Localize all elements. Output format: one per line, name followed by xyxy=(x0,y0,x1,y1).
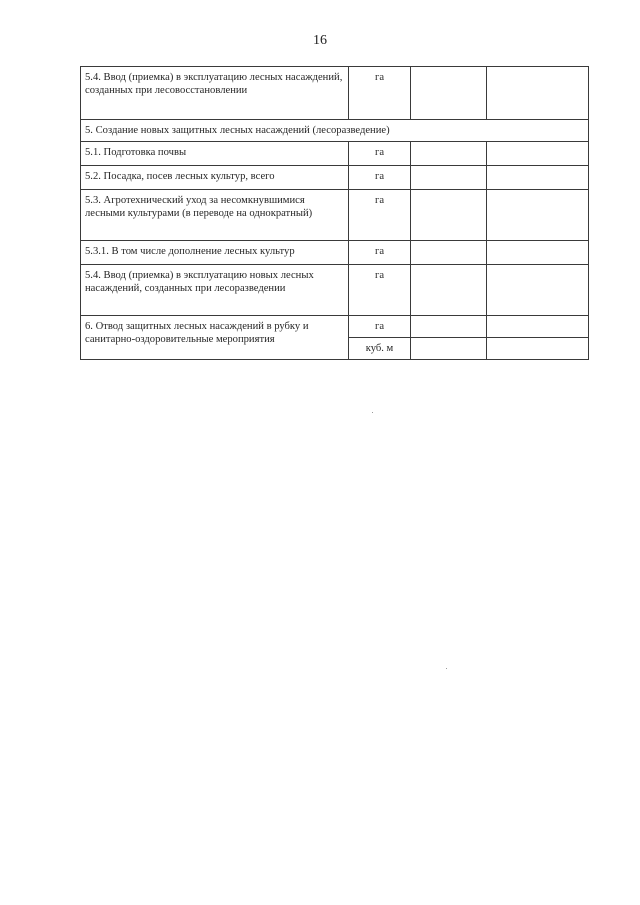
row-label: 5.2. Посадка, посев лесных культур, всего xyxy=(81,166,349,190)
row-unit: га xyxy=(349,241,411,265)
row-value-cell xyxy=(411,142,487,166)
row-unit: га xyxy=(349,316,411,338)
row-label: 5.4. Ввод (приемка) в эксплуатацию новых лесных насаждений, созданных при лесоразведении xyxy=(81,265,349,316)
row-label: 5.1. Подготовка почвы xyxy=(81,142,349,166)
row-value-cell xyxy=(411,166,487,190)
row-value-cell xyxy=(411,67,487,120)
row-label: 5.3. Агротехнический уход за несомкнувшимися лесными культурами (в переводе на однократный) xyxy=(81,190,349,241)
row-value-cell xyxy=(411,338,487,360)
row-unit: га xyxy=(349,166,411,190)
scan-speck xyxy=(372,412,373,413)
row-value-cell xyxy=(487,190,589,241)
table-row xyxy=(81,316,589,338)
activity-table xyxy=(80,66,589,360)
row-label: 6. Отвод защитных лесных насаждений в рубку и санитарно-оздоровительные мероприятия xyxy=(81,316,349,360)
row-value-cell xyxy=(411,190,487,241)
row-value-cell xyxy=(411,241,487,265)
row-value-cell xyxy=(411,316,487,338)
row-unit: га xyxy=(349,67,411,120)
row-label: 5.4. Ввод (приемка) в эксплуатацию лесных насаждений, созданных при лесовосстановлении xyxy=(81,67,349,120)
row-value-cell xyxy=(487,316,589,338)
row-value-cell xyxy=(487,241,589,265)
table-row xyxy=(81,166,589,190)
row-unit: га xyxy=(349,190,411,241)
table-row xyxy=(81,67,589,120)
page-number: 16 xyxy=(313,33,327,48)
row-value-cell xyxy=(411,265,487,316)
table-row xyxy=(81,241,589,265)
row-value-cell xyxy=(487,265,589,316)
scan-speck xyxy=(446,668,447,669)
row-value-cell xyxy=(487,166,589,190)
row-value-cell xyxy=(487,142,589,166)
section-row xyxy=(81,120,589,142)
row-value-cell xyxy=(487,67,589,120)
table-row xyxy=(81,142,589,166)
section-title: 5. Создание новых защитных лесных насаждений (лесоразведение) xyxy=(81,120,589,142)
table-row xyxy=(81,190,589,241)
row-unit: га xyxy=(349,142,411,166)
row-unit-secondary: куб. м xyxy=(349,338,411,360)
row-value-cell xyxy=(487,338,589,360)
row-label: 5.3.1. В том числе дополнение лесных культур xyxy=(81,241,349,265)
table-row xyxy=(81,265,589,316)
row-unit: га xyxy=(349,265,411,316)
